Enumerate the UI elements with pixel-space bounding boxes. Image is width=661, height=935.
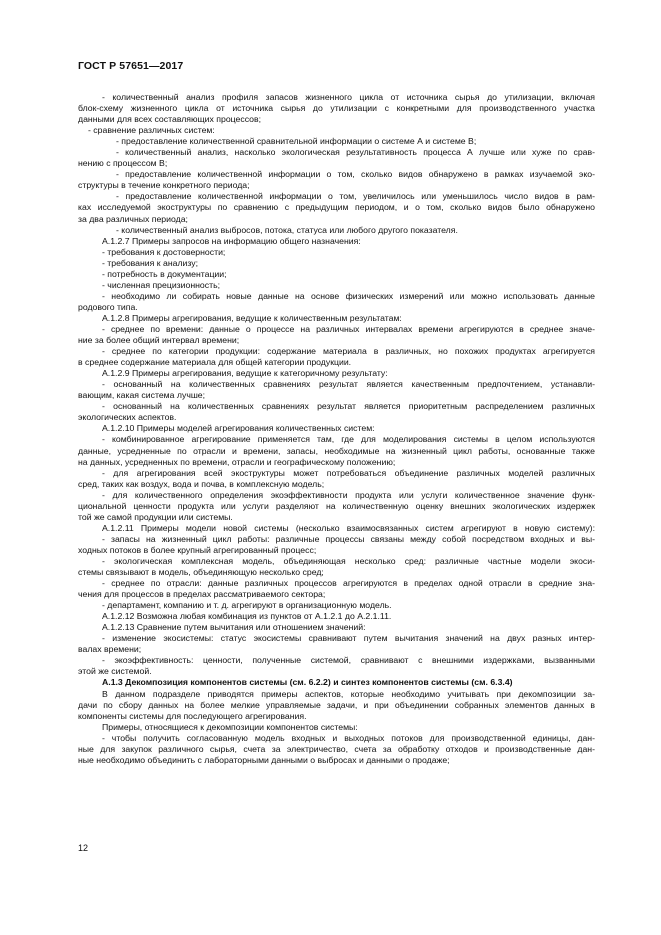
text-line: вающим, какая система лучше; [78, 390, 206, 401]
text-line: А.1.2.9 Примеры агрегирования, ведущие к категоричному результату: [102, 368, 388, 379]
text-line: ходных потоков в более крупный агрегированный процесс; [78, 544, 317, 555]
text-line: - сравнение различных систем: [88, 125, 215, 136]
text-line: - среднее по категории продукции: содержание материала в различных, но похожих продуктах агрегируется [102, 346, 595, 357]
text-line: той же самой продукции или системы. [78, 511, 233, 522]
text-line: - среднее по времени: данные о процессе на различных интервалах времени агрегируются в среднее значе- [102, 323, 595, 334]
text-line: сред, таких как воздух, вода и почва, в комплексную модель; [78, 478, 325, 489]
text-line: - количественный анализ, насколько экологическая результативность процесса А лучше или хуже по срав- [116, 147, 595, 158]
text-line: А.1.2.10 Примеры моделей агрегирования количественных систем: [102, 423, 375, 434]
text-line: - предоставление количественной информации о том, увеличилось или уменьшилось число видов в рам- [116, 191, 595, 202]
text-line: данные, усредненные по отрасли и времени, запасы, необходимые на жизненный цикл работы, основанные также [78, 445, 595, 456]
text-line: циональной ценности продукта или услуги разделяют на количественную оценку внешних экологических издержек [78, 500, 595, 511]
text-line: за два различных периода; [78, 213, 188, 224]
section-heading: А.1.3 Декомпозиция компонентов системы (см. 6.2.2) и синтез компонентов системы (см. 6.3.4) [102, 677, 513, 688]
page-number: 12 [78, 843, 89, 853]
text-line: В данном подразделе приводятся примеры аспектов, которые необходимо учитывать при декомпозиции за- [102, 688, 595, 699]
text-line: - среднее по отрасли: данные различных процессов агрегируются в пределах одной отрасли в средние зна- [102, 578, 595, 589]
text-line: - количественный анализ профиля запасов жизненного цикла от источника сырья до утилизации, включая [102, 92, 595, 102]
text-line: - для агрегирования всей экоструктуры может потребоваться объединение различных моделей различных [102, 467, 595, 478]
text-line: - экологическая комплексная модель, объединяющая несколько сред: различные частные модели экоси- [102, 555, 595, 566]
text-line: - потребность в документации; [102, 268, 227, 279]
text-line: А.1.2.8 Примеры агрегирования, ведущие к количественным результатам: [102, 312, 402, 323]
text-line: Примеры, относящиеся к декомпозиции компонентов системы: [102, 721, 358, 732]
text-line: - основанный на количественных сравнениях результат является приоритетным распределением различных [102, 401, 595, 412]
text-line: - предоставление количественной сравнительной информации о системе А и системе В; [116, 136, 477, 147]
text-line: - комбинированное агрегирование применяется там, где для моделирования системы в целом используются [102, 434, 595, 445]
text-line: ках исследуемой экоструктуры по сравнению с предыдущим периодом, и о том, сколько видов было обнаружено [78, 202, 595, 213]
text-line: ные необходимо объединить с лабораторными данными о выбросах и данными о продаже; [78, 754, 450, 765]
text-line: - предоставление количественной информации о том, сколько видов обнаружено в рамках изучаемой эко- [116, 169, 595, 180]
text-line: родового типа. [78, 301, 138, 312]
text-line: на данных, усредненных по времени, отрасли и географическому положению; [78, 456, 396, 467]
text-line: чения для процессов в пределах рассматриваемого сектора; [78, 589, 326, 600]
text-line: А.1.2.7 Примеры запросов на информацию общего назначения: [102, 235, 361, 246]
text-line: - департамент, компанию и т. д. агрегируют в организационную модель. [102, 600, 392, 611]
text-line: этой же системой. [78, 666, 152, 677]
text-line: дачи по сбору данных на более мелкие управляемые задачи, и при объединении собранных элементов данных в [78, 699, 595, 710]
text-line: стемы связывают в модель, объединяющую несколько сред; [78, 567, 324, 578]
text-line: - необходимо ли собирать новые данные на основе физических измерений или можно использовать данные [102, 290, 595, 301]
text-line: экологических аспектов. [78, 412, 177, 423]
text-line: ные для закупок различного сырья, счета за электричество, счета за обработку отходов и производственные дан- [78, 743, 595, 754]
text-line: структуры в течение конкретного периода; [78, 180, 250, 191]
text-line: в среднее содержание материала для общей категории продукции. [78, 357, 352, 368]
text-line: - изменение экосистемы: статус экосистемы сравнивают путем вычитания значений на двух разных интер- [102, 633, 595, 644]
text-line: валах времени; [78, 644, 142, 655]
text-line: блок-схему жизненного цикла от источника сырья до утилизации с конкретными для производственного участка [78, 103, 595, 114]
text-line: нению с процессом В; [78, 158, 168, 169]
text-line: - требования к анализу; [102, 257, 199, 268]
text-line: - основанный на количественных сравнениях результат является качественным предпочтением, устанавли- [102, 379, 595, 390]
document-body [78, 92, 595, 766]
text-line: - запасы на жизненный цикл работы: различные процессы связаны между собой посредством входных и вы- [102, 533, 595, 544]
text-line: - для количественного определения экоэффективности продукта или услуги количественное значение функ- [102, 489, 595, 500]
text-line: - чтобы получить согласованную модель входных и выходных потоков для производственной единицы, дан- [102, 732, 595, 743]
text-line: А.1.2.11 Примеры модели новой системы (несколько взаимосвязанных систем агрегируют в новую систему): [102, 522, 595, 533]
text-line: - количественный анализ выбросов, потока, статуса или любого другого показателя. [116, 224, 458, 235]
document-header: ГОСТ Р 57651—2017 [78, 60, 184, 72]
text-line: данными для всех составляющих процессов; [78, 114, 262, 125]
text-line: компоненты системы для последующего агрегирования. [78, 710, 307, 721]
text-line: - экоэффективность: ценности, полученные системой, сравнивают с внешними издержками, вызванными [102, 655, 595, 666]
text-line: - требования к достоверности; [102, 246, 226, 257]
text-line: - численная прецизионность; [102, 279, 221, 290]
text-line: А.1.2.13 Сравнение путем вычитания или отношением значений: [102, 622, 366, 633]
text-line: А.1.2.12 Возможна любая комбинация из пунктов от А.1.2.1 до А.2.1.11. [102, 611, 392, 622]
text-line: ние за более общий интервал времени; [78, 335, 240, 346]
